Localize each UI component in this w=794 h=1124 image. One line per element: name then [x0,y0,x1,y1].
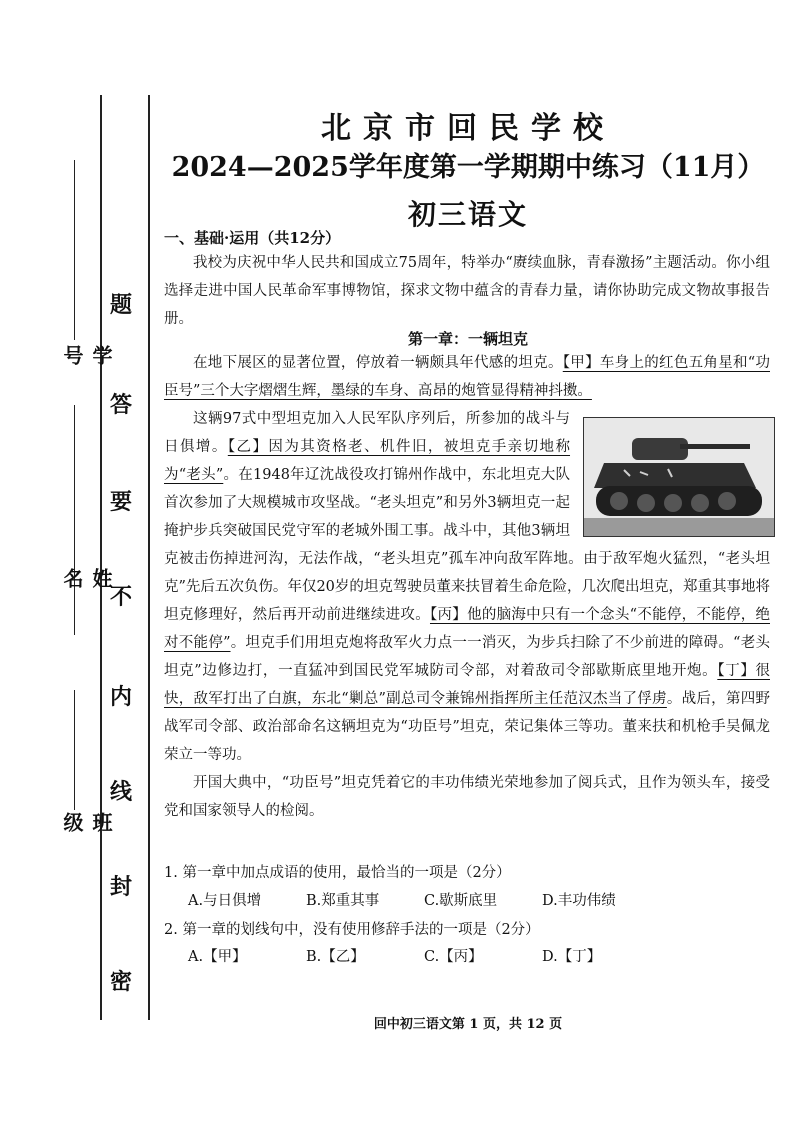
seal-char: 线 [109,779,132,805]
seal-char: 封 [109,874,132,900]
school-name: 北京市回民学校 [321,111,615,146]
section-intro: 我校为庆祝中华人民共和国成立75周年，特举办“赓续血脉，青春激扬”主题活动。你小组选择走进中国人民革命军事博物馆，探求文物中蕴含的青春力量，请你协助完成文物故事报告册。 [164,255,770,327]
name-label: 姓名 [60,568,113,588]
section-title: 一、基础·运用（共12分） [164,229,341,247]
chapter-paragraph-1 [164,349,770,405]
seal-char: 要 [109,489,132,515]
chapter-paragraph-3: 开国大典中，“功臣号”坦克凭着它的丰功伟绩光荣地参加了阅兵式，且作为领头车，接受党和国家领导人的检阅。 [164,775,770,819]
exam-term: 2024—2025学年度第一学期期中练习（11月） [171,152,765,183]
underlined-sentence-ding: 【丁】很快，敌军打出了白旗，东北“剿总”副总司令兼锦州指挥所主任范汉杰当了俘虏 [164,663,770,707]
question-2-stem: 2. 第一章的划线句中，没有使用修辞手法的一项是（2分） [164,922,540,938]
page-footer: 回中初三语文第 1 页，共 12 页 [373,1017,563,1032]
tank-illustration [584,418,774,536]
option-d[interactable]: D.丰功伟绩 [542,893,616,909]
seal-line-inner [148,95,150,1020]
seal-char: 密 [109,969,132,995]
seal-margin [0,0,150,1124]
option-b[interactable]: B.【乙】 [306,949,365,965]
option-a[interactable]: A.与日俱增 [188,893,262,909]
underlined-sentence-jia: 【甲】车身上的红色五角星和“功臣号”三个大字熠熠生辉，墨绿的车身、高昂的炮管显得精神抖擞。 [164,355,770,399]
student-id-label: 学号 [60,345,113,365]
seal-char: 内 [109,684,132,710]
chapter-title: 第一章：一辆坦克 [407,330,528,348]
seal-char: 不 [109,584,132,610]
paragraph-text: 在地下展区的显著位置，停放着一辆颇具年代感的坦克。 [193,355,563,371]
underlined-sentence-yi: 【乙】因为其资格老、机件旧，被坦克手亲切地称为“老头” [164,439,571,483]
option-c[interactable]: C.歇斯底里 [424,893,498,909]
paragraph-text: 。战后，第四野战军司令部、政治部命名这辆坦克为“功臣号”坦克，荣记集体三等功。董来扶和机枪手吴佩龙荣立一等功。 [164,691,770,763]
seal-char: 题 [109,292,132,318]
class-label: 班级 [60,812,113,832]
exam-subject: 初三语文 [407,198,528,231]
seal-line-outer [100,95,102,1020]
option-b[interactable]: B.郑重其事 [306,893,380,909]
tank-photo [583,417,775,537]
option-c[interactable]: C.【丙】 [424,949,483,965]
underlined-sentence-bing: 【丙】他的脑海中只有一个念头“不能停，不能停，绝对不能停” [164,607,770,651]
seal-char: 答 [109,392,132,418]
option-a[interactable]: A.【甲】 [188,949,247,965]
paragraph-text: 。坦克手们用坦克炮将敌军火力点一一消灭，为步兵扫除了不少前进的障碍。“老头坦克”边修边打，一直猛冲到国民党军城防司令部，对着敌司令部歇斯底里地开炮。 [164,635,770,679]
question-1-options [188,889,748,910]
question-1-stem: 1. 第一章中加点成语的使用，最恰当的一项是（2分） [164,865,511,881]
paragraph-text: 这辆97式中型坦克加入人民军队序列后，所参加的战斗与日俱增。 [164,411,570,455]
question-2-options [188,945,748,966]
option-d[interactable]: D.【丁】 [542,949,602,965]
paragraph-text: 。在1948年辽沈战役攻打锦州作战中，东北坦克大队首次参加了大规模城市攻坚战。“老头坦克”和另外3辆坦克一起掩护步兵突破国民党守军的老城外围工事。战斗中，其他3辆坦克被击伤掉进河沟，无法作战，“老头坦克”孤车冲向敌军阵地。由于敌军炮火猛烈，“老头坦克”先后五次负伤。年仅20岁的坦克驾驶员董来扶冒着生命危险，几次爬出坦克，郑重其事地将坦克修理好，然后再开动前进继续进攻。 [164,467,770,623]
